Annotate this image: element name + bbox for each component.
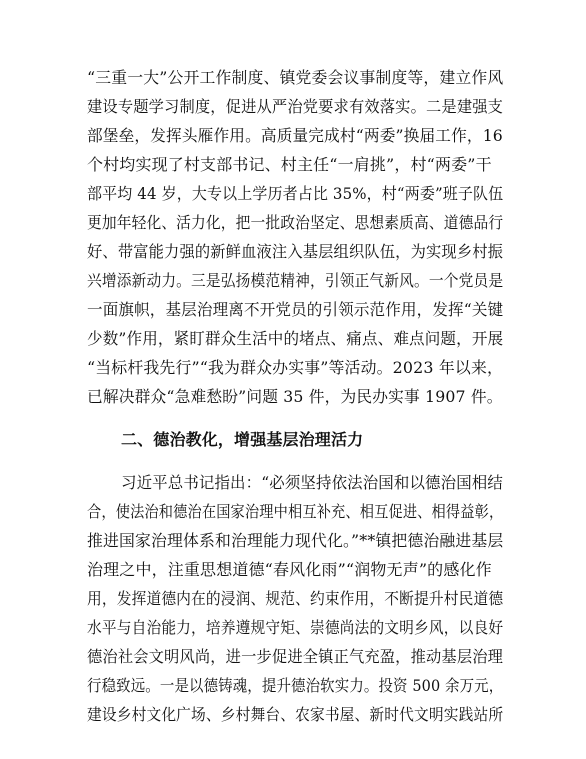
- text-line: 治理之中，注重思想道德“春风化雨”“润物无声”的感化作: [87, 560, 492, 579]
- text-line: 建设乡村文化广场、乡村舞台、农家书屋、新时代文明实践站所: [87, 705, 504, 724]
- section-heading: 二、德治教化，增强基层治理活力: [121, 430, 364, 449]
- text-line: 德治社会文明风尚，进一步促进全镇正气充盈，推动基层治理: [87, 647, 504, 666]
- text-line: 合，使法治和德治在国家治理中相互补充、相互促进、相得益彰，: [87, 502, 504, 521]
- text-line: 水平与自治能力，培养遵规守矩、崇德尚法的文明乡风，以良好: [87, 618, 504, 637]
- text-line: 好、带富能力强的新鲜血液注入基层组织队伍，为实现乡村振: [87, 242, 504, 261]
- text-line: 少数”作用，紧盯群众生活中的堵点、痛点、难点问题，开展: [87, 329, 504, 348]
- text-line: 部平均 44 岁，大专以上学历者占比 35%，村“两委”班子队伍: [87, 184, 504, 203]
- text-line: 个村均实现了村支部书记、村主任“一肩挑”，村“两委”干: [87, 155, 492, 174]
- text-line: 用，发挥道德内在的浸润、规范、约束作用，不断提升村民道德: [87, 589, 504, 608]
- text-line: 一面旗帜，基层治理离不开党员的引领示范作用，发挥“关键: [87, 300, 504, 319]
- text-line: 部堡垒，发挥头雁作用。高质量完成村“两委”换届工作，16: [87, 126, 503, 145]
- text-line: “三重一大”公开工作制度、镇党委会议事制度等，建立作风: [87, 68, 504, 87]
- text-line: 更加年轻化、活力化，把一批政治坚定、思想素质高、道德品行: [87, 213, 504, 232]
- text-line: “当标杆我先行”“我为群众办实事”等活动。2023 年以来，: [87, 358, 504, 377]
- text-line: 习近平总书记指出：“必须坚持依法治国和以德治国相结: [121, 473, 503, 492]
- text-line: 已解决群众“急难愁盼”问题 35 件，为民办实事 1907 件。: [87, 387, 503, 406]
- text-line: 兴增添新动力。三是弘扬模范精神，引领正气新风。一个党员是: [87, 271, 504, 290]
- text-line: 行稳致远。一是以德铸魂，提升德治软实力。投资 500 余万元，: [87, 676, 504, 695]
- text-line: 推进国家治理体系和治理能力现代化。”**镇把德治融进基层: [87, 531, 504, 550]
- text-line: 建设专题学习制度，促进从严治党要求有效落实。二是建强支: [87, 97, 504, 116]
